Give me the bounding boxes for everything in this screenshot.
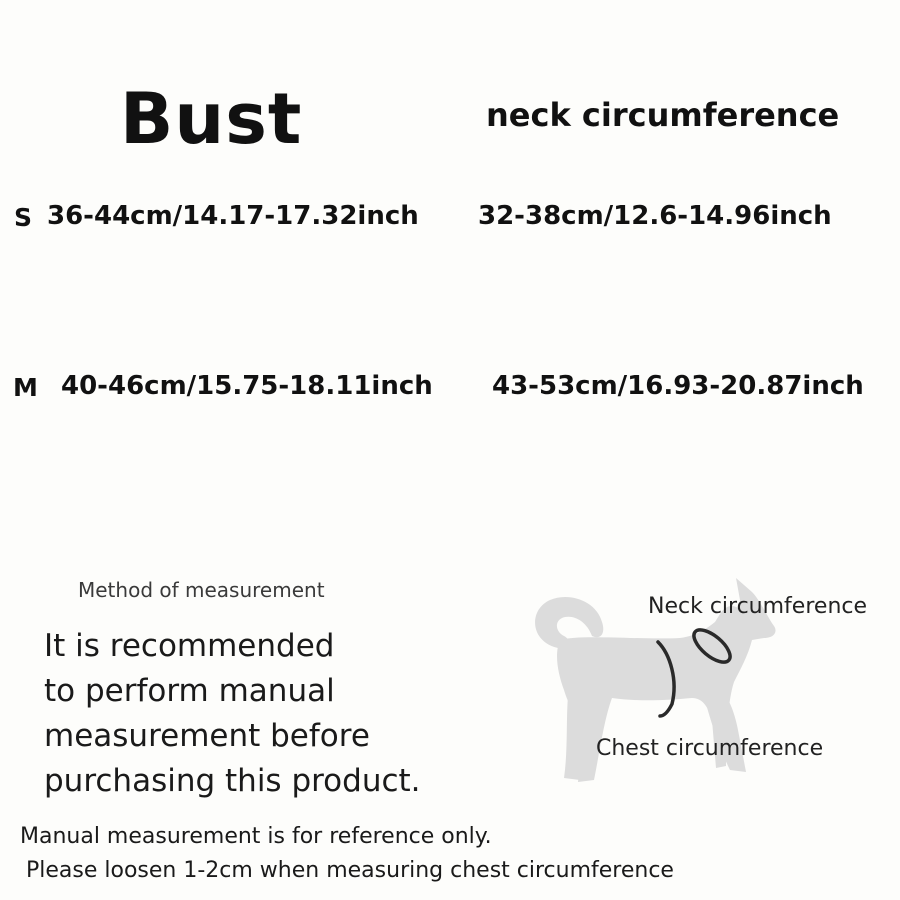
size-label: S: [14, 203, 33, 232]
bust-heading: Bust: [120, 78, 303, 160]
neck-circumference-heading: neck circumference: [486, 96, 840, 134]
neck-value: 32-38cm/12.6-14.96inch: [478, 201, 832, 231]
recommendation-line: purchasing this product.: [44, 763, 421, 799]
loosen-note: Please loosen 1-2cm when measuring chest circumference: [26, 858, 674, 883]
size-label: M: [13, 373, 38, 402]
recommendation-line: It is recommended: [44, 628, 335, 664]
chest-circumference-label: Chest circumference: [596, 736, 824, 761]
bust-value: 40-46cm/15.75-18.11inch: [61, 371, 433, 401]
reference-note: Manual measurement is for reference only.: [20, 824, 492, 849]
recommendation-line: to perform manual: [44, 673, 335, 709]
method-label: Method of measurement: [78, 578, 325, 602]
recommendation-line: measurement before: [44, 718, 370, 754]
bust-value: 36-44cm/14.17-17.32inch: [47, 201, 419, 231]
neck-circumference-label: Neck circumference: [648, 594, 868, 619]
neck-value: 43-53cm/16.93-20.87inch: [492, 371, 864, 401]
recommendation-text: [44, 624, 464, 804]
